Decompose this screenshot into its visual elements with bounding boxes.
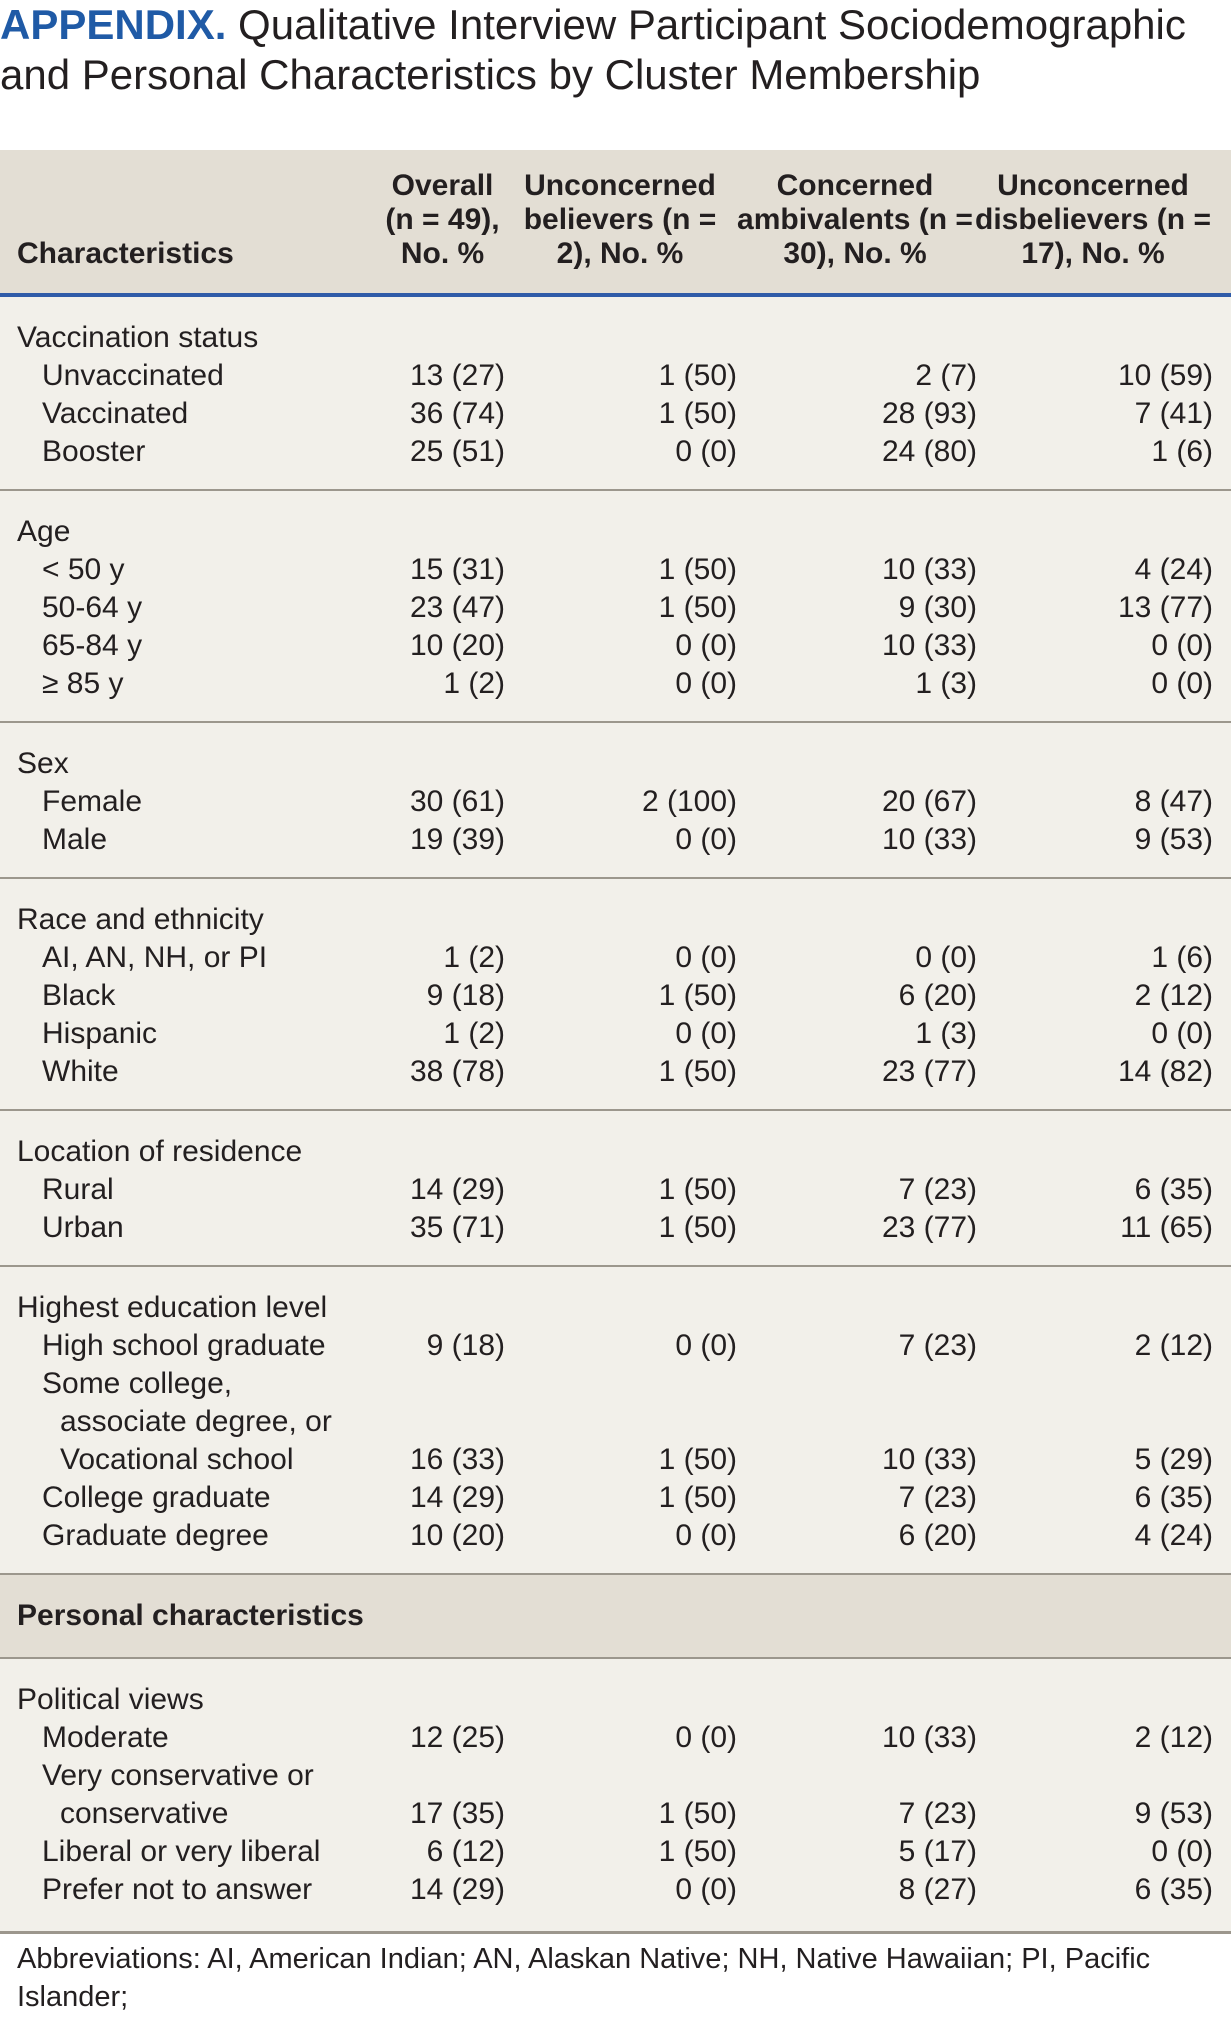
table-section [0,297,1231,491]
cell-value: 14 (29) [409,1173,505,1206]
cell-value: 23 (77) [881,1211,977,1244]
cell-value: 11 (65) [1120,1211,1213,1244]
personal-characteristics-band: Personal characteristics [0,1575,1231,1659]
table-row [0,1365,1231,1403]
cell-value: 0 (0) [675,1873,737,1906]
cell-value: 6 (20) [898,979,977,1012]
cell-value: 16 (33) [409,1443,505,1476]
cell-value: 1 (50) [658,553,737,586]
row-label: Prefer not to answer [42,1873,313,1906]
cell-value: 1 (2) [443,667,505,700]
cell-value: 6 (35) [1134,1173,1213,1206]
header-characteristics: Characteristics [17,237,234,270]
section-title: Race and ethnicity [17,903,264,936]
row-label: Graduate degree [42,1519,269,1552]
cell-value: 14 (82) [1117,1055,1213,1088]
cell-value: 2 (7) [915,359,977,392]
cell-value: 6 (20) [898,1519,977,1552]
cell-value [737,1365,977,1403]
row-label: Very conservative or [42,1759,314,1792]
row-label: Black [42,979,116,1012]
table-row [0,1209,1231,1247]
cell-value: 8 (47) [1134,785,1213,818]
cell-value: 10 (20) [409,629,505,662]
cell-value: 4 (24) [1134,1519,1213,1552]
row-label: Hispanic [42,1017,158,1050]
cell-value: 0 (0) [675,941,737,974]
table-row [0,1015,1231,1053]
cell-value: 0 (0) [1151,1835,1213,1868]
cell-value: 1 (50) [658,359,737,392]
cell-value [977,1403,1213,1441]
cell-value: 6 (12) [426,1835,505,1868]
cell-value [977,1757,1213,1795]
cell-value: 10 (33) [881,629,977,662]
cell-value: 9 (53) [1134,1797,1213,1830]
row-label: associate degree, or [60,1405,332,1438]
cell-value: 0 (0) [675,823,737,856]
cell-value: 1 (2) [443,1017,505,1050]
table-section [0,1267,1231,1575]
title-lead: APPENDIX. [0,1,227,48]
header-concerned-ambivalents: Concerned ambivalents (n = 30), No. % [737,169,973,270]
table-row [0,1719,1231,1757]
cell-value: 1 (6) [1151,941,1213,974]
cell-value: 2 (12) [1134,1329,1213,1362]
cell-value: 0 (0) [915,941,977,974]
cell-value: 0 (0) [675,629,737,662]
cell-value: 0 (0) [675,1017,737,1050]
section-title: Sex [17,747,69,780]
cell-value: 0 (0) [1151,629,1213,662]
row-label: Vaccinated [42,397,189,430]
cell-value: 10 (20) [409,1519,505,1552]
cell-value [505,1757,737,1795]
cell-value: 7 (41) [1134,397,1213,430]
table-row [0,433,1231,471]
row-label: White [42,1055,119,1088]
cell-value: 1 (6) [1151,435,1213,468]
cell-value: 14 (29) [409,1873,505,1906]
table-row [0,1479,1231,1517]
cell-value: 36 (74) [409,397,505,430]
cell-value: 7 (23) [898,1481,977,1514]
cell-value: 38 (78) [409,1055,505,1088]
cell-value: 1 (50) [658,1055,737,1088]
table-row [0,1441,1231,1479]
cell-value: 0 (0) [675,1721,737,1754]
row-label: ≥ 85 y [42,667,124,700]
section-title: Vaccination status [17,321,259,354]
table-row [0,821,1231,859]
cell-value: 0 (0) [675,667,737,700]
cell-value: 23 (47) [409,591,505,624]
footnote: Abbreviations: AI, American Indian; AN, Alaskan Native; NH, Native Hawaiian; PI, Pacific Islander; [17,1943,1151,2013]
cell-value: 1 (2) [443,941,505,974]
cell-value: 19 (39) [409,823,505,856]
cell-value: 13 (27) [409,359,505,392]
cell-value: 1 (50) [658,1173,737,1206]
cell-value: 7 (23) [898,1329,977,1362]
cell-value: 1 (50) [658,1835,737,1868]
cell-value: 23 (77) [881,1055,977,1088]
cell-value: 10 (33) [881,553,977,586]
cell-value [505,1403,737,1441]
cell-value: 6 (35) [1134,1873,1213,1906]
row-label: Vocational school [60,1443,294,1476]
cell-value: 0 (0) [675,1519,737,1552]
cell-value [737,1757,977,1795]
header-unconcerned-believers: Unconcerned believers (n = 2), No. % [523,169,717,270]
cell-value: 1 (50) [658,979,737,1012]
table-row [0,1871,1231,1909]
table-section [0,723,1231,879]
cell-value: 2 (12) [1134,1721,1213,1754]
cell-value: 1 (50) [658,1443,737,1476]
row-label: < 50 y [42,553,125,586]
row-label: Male [42,823,108,856]
cell-value: 0 (0) [1151,1017,1213,1050]
cell-value: 1 (50) [658,1797,737,1830]
cell-value: 9 (18) [426,1329,505,1362]
political-section [0,1659,1231,1934]
row-label: High school graduate [42,1329,326,1362]
table-row [0,589,1231,627]
table-row [0,977,1231,1015]
cell-value: 28 (93) [881,397,977,430]
cell-value: 1 (3) [915,667,977,700]
table-section [0,491,1231,723]
cell-value: 5 (17) [898,1835,977,1868]
table-row [0,1795,1231,1833]
cell-value: 8 (27) [898,1873,977,1906]
cell-value: 12 (25) [409,1721,505,1754]
cell-value [380,1365,505,1403]
cell-value: 10 (33) [881,1443,977,1476]
table-row [0,665,1231,703]
cell-value [977,1365,1213,1403]
row-label: 50-64 y [42,591,143,624]
table-row [0,357,1231,395]
cell-value: 14 (29) [409,1481,505,1514]
cell-value: 1 (50) [658,397,737,430]
cell-value: 0 (0) [675,435,737,468]
table-section [0,1111,1231,1267]
table-title [0,0,1231,100]
title-text: Qualitative Interview Participant Sociodemographic and Personal Characteristics by Cluster Membership [0,1,1186,98]
section-title: Age [17,515,71,548]
table-row [0,1171,1231,1209]
table-section [0,879,1231,1111]
cell-value [380,1757,505,1795]
cell-value: 17 (35) [409,1797,505,1830]
table-row [0,1053,1231,1091]
row-label: Liberal or very liberal [42,1835,321,1868]
row-label: Urban [42,1211,124,1244]
cell-value: 13 (77) [1117,591,1213,624]
table-row [0,1327,1231,1365]
cell-value: 10 (59) [1117,359,1213,392]
cell-value: 1 (50) [658,1211,737,1244]
header-overall: Overall (n = 49), No. % [385,169,500,270]
cell-value: 1 (50) [658,1481,737,1514]
cell-value [380,1403,505,1441]
cell-value [505,1365,737,1403]
cell-value: 10 (33) [881,1721,977,1754]
table-row [0,551,1231,589]
section-title: Highest education level [17,1291,328,1324]
cell-value: 9 (53) [1134,823,1213,856]
table-row [0,1517,1231,1555]
row-label: conservative [60,1797,229,1830]
cell-value: 25 (51) [409,435,505,468]
sociodemographic-sections [0,297,1231,1575]
cell-value: 15 (31) [409,553,505,586]
cell-value: 4 (24) [1134,553,1213,586]
row-label: Booster [42,435,146,468]
header-unconcerned-disbelievers: Unconcerned disbelievers (n = 17), No. % [975,169,1211,270]
row-label: Some college, [42,1367,233,1400]
cell-value [737,1403,977,1441]
table-row [0,1833,1231,1871]
cell-value: 2 (100) [641,785,737,818]
cell-value: 0 (0) [1151,667,1213,700]
cell-value: 2 (12) [1134,979,1213,1012]
table-section [0,1659,1231,1934]
cell-value: 35 (71) [409,1211,505,1244]
row-label: Rural [42,1173,114,1206]
table-row [0,939,1231,977]
section-title: Political views [17,1683,204,1716]
row-label: 65-84 y [42,629,143,662]
cell-value: 10 (33) [881,823,977,856]
cell-value: 30 (61) [409,785,505,818]
row-label: Moderate [42,1721,169,1754]
cell-value: 5 (29) [1134,1443,1213,1476]
cell-value: 20 (67) [881,785,977,818]
row-label: Unvaccinated [42,359,224,392]
cell-value: 1 (50) [658,591,737,624]
table-header [0,150,1231,297]
cell-value: 1 (3) [915,1017,977,1050]
cell-value: 6 (35) [1134,1481,1213,1514]
table-row [0,395,1231,433]
table-row [0,1757,1231,1795]
cell-value: 7 (23) [898,1797,977,1830]
row-label: AI, AN, NH, or PI [42,941,268,974]
section-title: Location of residence [17,1135,303,1168]
cell-value: 7 (23) [898,1173,977,1206]
characteristics-table [0,150,1231,1934]
table-row [0,1403,1231,1441]
table-row [0,783,1231,821]
cell-value: 0 (0) [675,1329,737,1362]
table-row [0,627,1231,665]
row-label: Female [42,785,143,818]
cell-value: 9 (18) [426,979,505,1012]
cell-value: 9 (30) [898,591,977,624]
cell-value: 24 (80) [881,435,977,468]
row-label: College graduate [42,1481,271,1514]
